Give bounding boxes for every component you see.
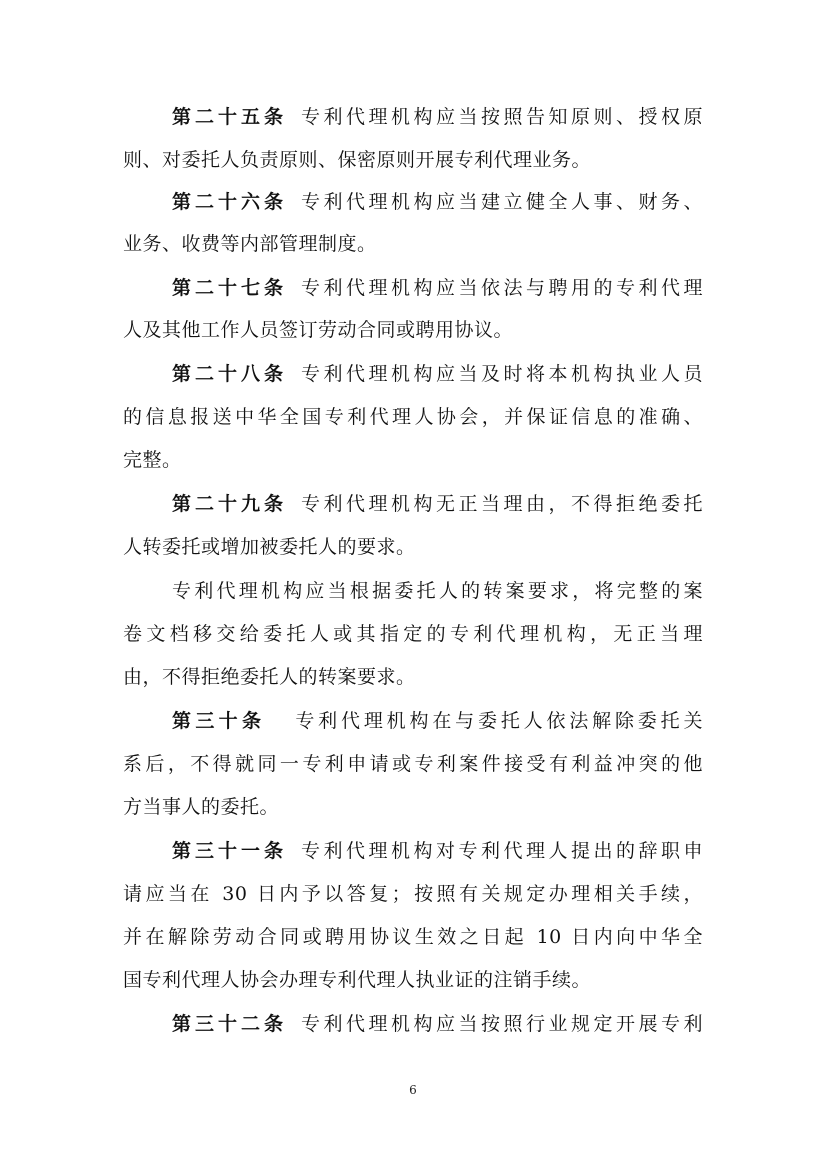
article-heading: 第二十八条 [172, 363, 287, 385]
article-text: 专利代理机构应当按照行业规定开展专利 [301, 1013, 703, 1035]
article-31-line-2: 请应当在 30 日内予以答复；按照有关规定办理相关手续， [123, 883, 703, 905]
article-heading: 第三十一条 [172, 840, 287, 862]
article-31-line-3: 并在解除劳动合同或聘用协议生效之日起 10 日内向中华全 [123, 926, 703, 948]
article-heading: 第二十九条 [172, 493, 287, 515]
article-31-line-1 [172, 831, 703, 871]
article-30-line-2: 系后，不得就同一专利申请或专利案件接受有利益冲突的他 [123, 753, 703, 775]
article-26-line-2: 业务、收费等内部管理制度。 [123, 233, 377, 255]
article-text: 专利代理机构无正当理由，不得拒绝委托 [301, 493, 703, 515]
article-heading: 第三十二条 [172, 1013, 287, 1035]
article-heading: 第二十五条 [172, 106, 287, 128]
article-text: 专利代理机构应当依法与聘用的专利代理 [301, 277, 703, 299]
article-25-line-1 [172, 97, 703, 137]
article-29-line-1 [172, 484, 703, 524]
article-text: 专利代理机构应当按照告知原则、授权原 [301, 106, 703, 128]
article-29-line-2: 人转委托或增加被委托人的要求。 [123, 536, 416, 558]
article-25-line-2: 则、对委托人负责原则、保密原则开展专利代理业务。 [123, 149, 592, 171]
article-29-para-2-line-3: 由，不得拒绝委托人的转案要求。 [123, 666, 416, 688]
article-26-line-1 [172, 182, 703, 222]
article-28-line-3: 完整。 [123, 449, 182, 471]
article-29-para-2-line-2: 卷文档移交给委托人或其指定的专利代理机构，无正当理 [123, 623, 703, 645]
article-text: 专利代理机构应当建立健全人事、财务、 [301, 191, 703, 213]
article-text: 专利代理机构对专利代理人提出的辞职申 [301, 840, 703, 862]
article-30-line-1 [172, 701, 703, 741]
article-heading: 第二十六条 [172, 191, 287, 213]
article-32-line-1 [172, 1004, 703, 1044]
article-28-line-1 [172, 354, 703, 394]
article-30-line-3: 方当事人的委托。 [123, 796, 280, 818]
article-text: 专利代理机构在与委托人依法解除委托关 [295, 710, 703, 732]
page-number: 6 [409, 1083, 417, 1097]
article-27-line-2: 人及其他工作人员签订劳动合同或聘用协议。 [123, 319, 514, 341]
article-text: 专利代理机构应当及时将本机构执业人员 [301, 363, 703, 385]
article-28-line-2: 的信息报送中华全国专利代理人协会，并保证信息的准确、 [123, 406, 703, 428]
article-31-line-4: 国专利代理人协会办理专利代理人执业证的注销手续。 [123, 969, 592, 991]
article-29-para-2-line-1: 专利代理机构应当根据委托人的转案要求，将完整的案 [172, 580, 703, 602]
article-27-line-1 [172, 268, 703, 308]
article-heading: 第二十七条 [172, 277, 287, 299]
article-heading: 第三十条 [172, 710, 266, 732]
